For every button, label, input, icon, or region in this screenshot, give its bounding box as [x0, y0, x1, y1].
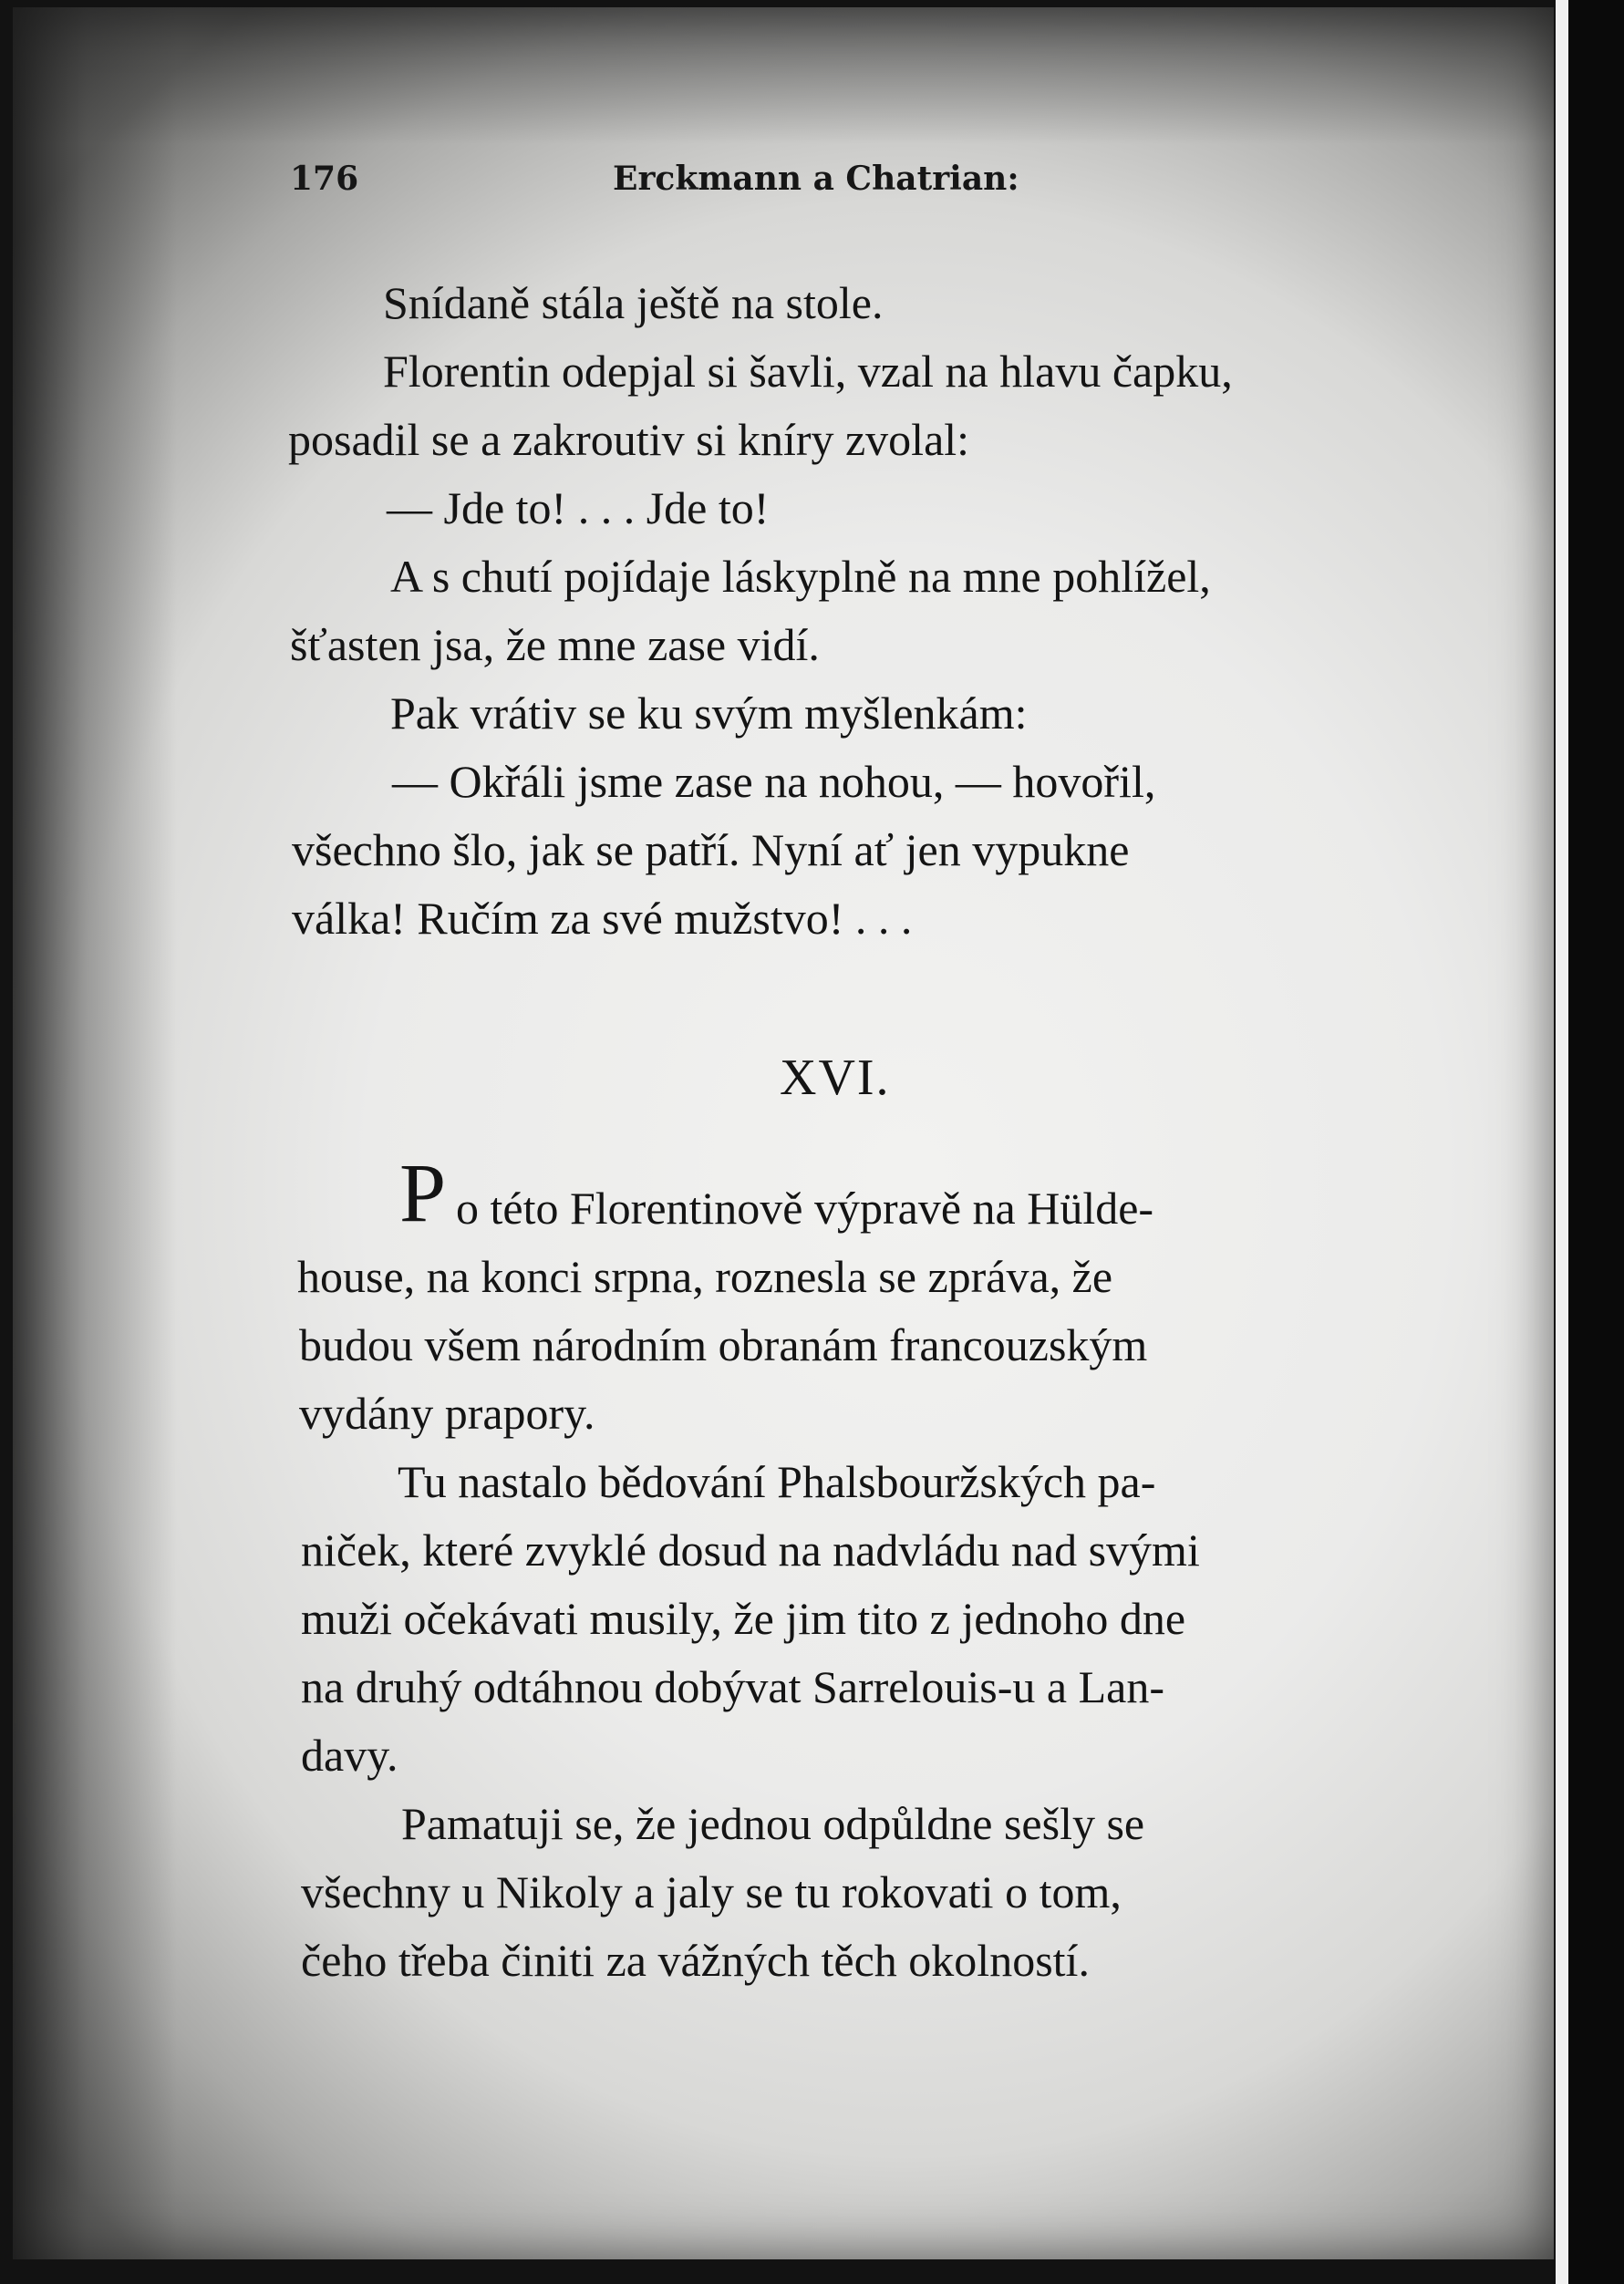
text-line: — Jde to! . . . Jde to! [387, 482, 770, 533]
text-line: muži očekávati musily, že jim tito z jednoho dne [301, 1593, 1186, 1644]
book-spine [1568, 0, 1624, 2284]
text-line: budou všem národním obranám francouzským [299, 1319, 1148, 1370]
chapter-heading: XVI. [780, 1049, 891, 1106]
drop-cap: P [399, 1146, 447, 1239]
text-line: Pamatuji se, že jednou odpůldne sešly se [401, 1798, 1145, 1849]
text-line: A s chutí pojídaje láskyplně na mne pohlížel, [390, 551, 1211, 602]
text-line: Florentin odepjal si šavli, vzal na hlavu čapku, [383, 346, 1233, 397]
text-line: vydány prapory. [299, 1388, 595, 1439]
running-title: Erckmann a Chatrian: [613, 160, 1019, 198]
text-line: davy. [301, 1730, 398, 1781]
text-line: house, na konci srpna, roznesla se zpráva, že [297, 1251, 1113, 1302]
page-edge [1556, 0, 1568, 2284]
text-line: šťasten jsa, že mne zase vidí. [290, 619, 820, 670]
text-line: Pak vrátiv se ku svým myšlenkám: [390, 687, 1028, 739]
text-line: posadil se a zakroutiv si kníry zvolal: [288, 414, 970, 465]
running-header [0, 160, 1624, 200]
text-line: všechno šlo, jak se patří. Nyní ať jen vypukne [292, 824, 1130, 875]
text-line: Tu nastalo bědování Phalsbouržských pa- [398, 1456, 1156, 1507]
text-line: Snídaně stála ještě na stole. [383, 277, 884, 328]
text-line: čeho třeba činiti za vážných těch okolností. [301, 1935, 1090, 1986]
text-line: válka! Ručím za své mužstvo! . . . [292, 893, 913, 944]
text-line: niček, které zvyklé dosud na nadvládu nad svými [301, 1524, 1200, 1576]
text-line: o této Florentinově výpravě na Hülde- [456, 1183, 1154, 1234]
text-line: — Okřáli jsme zase na nohou, — hovořil, [392, 756, 1156, 807]
text-line: všechny u Nikoly a jaly se tu rokovati o tom, [301, 1866, 1122, 1917]
text-line: na druhý odtáhnou dobývat Sarrelouis-u a Lan- [301, 1661, 1164, 1712]
page-number: 176 [290, 160, 359, 198]
